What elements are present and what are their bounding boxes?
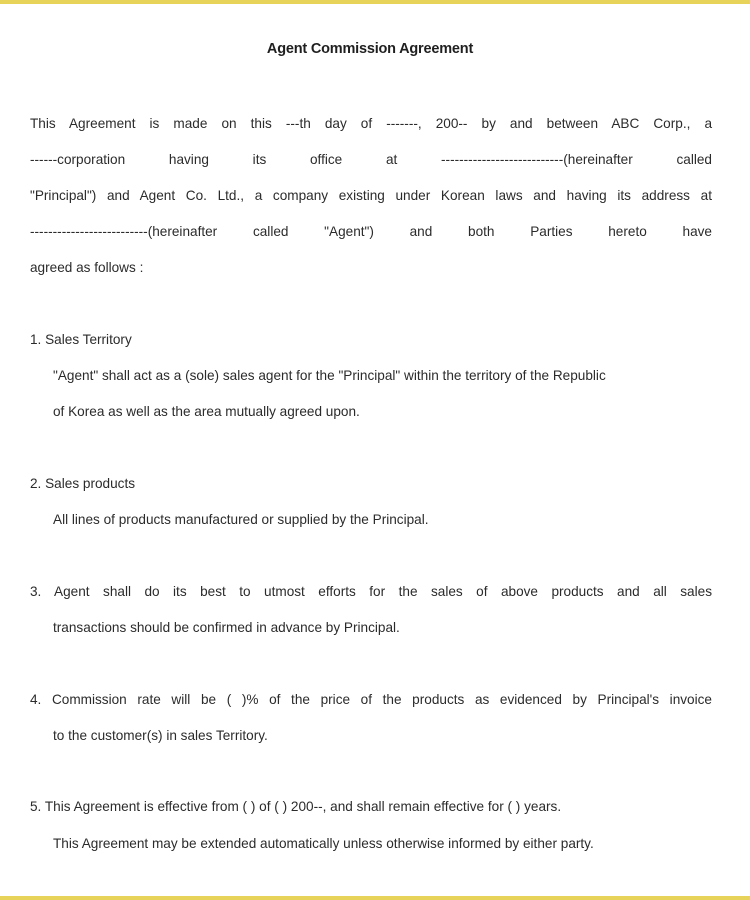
section-5-line-1: 5. This Agreement is effective from ( ) of ( ) 200--, and shall remain effective for ( ) years. [30,799,562,814]
section-1-heading: 1. Sales Territory [30,332,132,347]
section-4-line-1: 4. Commission rate will be ( )% of the price of the products as evidenced by Principal's invoice [30,692,712,707]
intro-line-2: ------corporation having its office at ---------------------------(hereinafter called [30,152,712,167]
section-4-line-2: to the customer(s) in sales Territory. [53,728,268,743]
intro-line-5: agreed as follows : [30,260,144,275]
section-1-line-1: "Agent" shall act as a (sole) sales agent for the "Principal" within the territory of the Republic [53,368,606,383]
section-2-line-1: All lines of products manufactured or supplied by the Principal. [53,512,429,527]
section-1-line-2: of Korea as well as the area mutually agreed upon. [53,404,360,419]
intro-line-4: --------------------------(hereinafter called "Agent") and both Parties hereto have [30,224,712,239]
section-3-line-1: 3. Agent shall do its best to utmost efforts for the sales of above products and all sales [30,584,712,599]
section-2-heading: 2. Sales products [30,476,136,491]
section-5-line-2: This Agreement may be extended automatically unless otherwise informed by either party. [53,836,594,851]
intro-line-1: This Agreement is made on this ---th day of -------, 200-- by and between ABC Corp., a [30,116,712,131]
section-3-line-2: transactions should be confirmed in advance by Principal. [53,620,400,635]
document-title: Agent Commission Agreement [266,41,474,57]
intro-line-3: "Principal") and Agent Co. Ltd., a company existing under Korean laws and having its address at [30,188,712,203]
bottom-border [0,896,750,900]
